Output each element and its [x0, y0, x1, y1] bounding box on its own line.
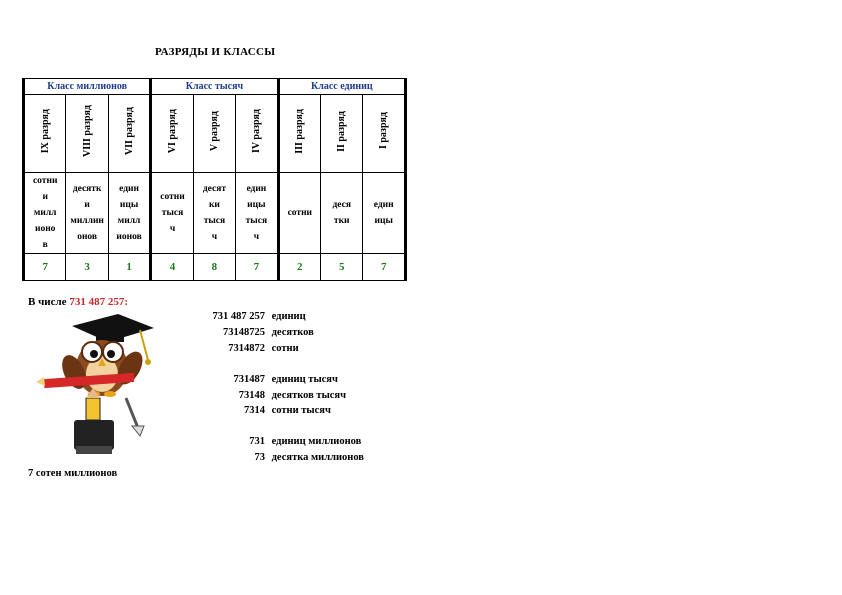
decomposition-row	[140, 327, 314, 338]
rank-name-line: ч	[169, 224, 176, 234]
digit-cell: 4	[151, 254, 193, 281]
digit-cell: 7	[24, 254, 66, 281]
rank-name-4	[236, 173, 278, 254]
rank-name-line: ч	[253, 232, 260, 242]
rank-1-label: I разряд	[378, 112, 390, 150]
rank-name-line: и	[42, 192, 48, 202]
rank-name-line: един	[119, 184, 139, 194]
rank-9-cell	[24, 95, 66, 173]
rank-name-7	[108, 173, 150, 254]
decomposition-unit: десятков тысяч	[269, 390, 347, 401]
decomposition-unit: сотни тысяч	[269, 405, 331, 416]
decomposition-row	[140, 343, 299, 354]
rank-name-line: ч	[211, 232, 218, 242]
rank-name-line: и	[84, 200, 90, 210]
rank-4-label: IV разряд	[250, 108, 262, 154]
rank-name-line: тыся	[161, 208, 184, 218]
rank-name-line: милл	[117, 216, 141, 226]
ranks-table	[22, 78, 407, 281]
rank-name-line: миллин	[70, 216, 104, 226]
decomposition-number: 731487	[233, 374, 265, 385]
rank-5-cell	[193, 95, 235, 173]
rank-name-line: тки	[333, 216, 350, 226]
decomposition-row	[140, 311, 306, 322]
class-units-header: Класс единиц	[278, 79, 405, 95]
rank-6-label: VI разряд	[167, 108, 178, 154]
bottom-note: 7 сотен миллионов	[28, 468, 118, 479]
decomposition-row	[140, 390, 346, 401]
decomposition-row	[140, 374, 338, 385]
digit-cell: 7	[236, 254, 278, 281]
rank-name-line: един	[373, 200, 394, 210]
rank-name-9	[24, 173, 66, 254]
digit-cell: 2	[278, 254, 320, 281]
decomposition-row	[140, 405, 331, 416]
decomposition-unit: единиц	[269, 311, 306, 322]
rank-name-6	[151, 173, 193, 254]
decomposition-unit: единиц миллионов	[269, 436, 362, 447]
rank-name-line: ионов	[116, 232, 142, 242]
class-thousands-header: Класс тысяч	[151, 79, 278, 95]
page-title: РАЗРЯДЫ И КЛАССЫ	[155, 46, 276, 58]
rank-8-label: VIII разряд	[81, 104, 93, 157]
decomposition-number: 7314872	[228, 343, 265, 354]
rank-3-label: III разряд	[294, 108, 306, 154]
rank-name-line: ицы	[374, 216, 393, 226]
rank-5-label: V разряд	[208, 110, 220, 152]
rank-7-label: VII разряд	[123, 106, 135, 156]
number-prefix: В числе	[28, 296, 67, 308]
rank-name-line: ицы	[247, 200, 266, 210]
rank-name-line: ки	[208, 200, 220, 210]
rank-name-line: онов	[77, 232, 98, 242]
rank-7-cell	[108, 95, 150, 173]
rank-2-cell	[321, 95, 363, 173]
rank-name-3	[278, 173, 320, 254]
rank-name-line: милл	[33, 208, 57, 218]
digit-cell: 1	[108, 254, 150, 281]
rank-9-label: IX разряд	[39, 108, 51, 154]
decomposition-number: 731	[249, 436, 265, 447]
rank-name-line: десят	[202, 184, 227, 194]
rank-name-line: един	[246, 184, 267, 194]
rank-8-cell	[66, 95, 108, 173]
rank-2-label: II разряд	[336, 110, 348, 152]
decomposition-number: 73	[254, 452, 265, 463]
decomposition-number: 7314	[244, 405, 265, 416]
rank-name-line: ионо	[34, 224, 56, 234]
rank-1-cell	[363, 95, 406, 173]
rank-name-line: тыся	[203, 216, 226, 226]
decomposition-row	[140, 452, 364, 463]
rank-name-1	[363, 173, 406, 254]
rank-name-line: ицы	[119, 200, 139, 210]
decomposition-number: 73148	[238, 390, 265, 401]
digit-cell: 7	[363, 254, 406, 281]
rank-name-line: тыся	[245, 216, 268, 226]
class-millions-header: Класс миллионов	[24, 79, 151, 95]
rank-name-line: в	[42, 240, 48, 250]
rank-name-2	[321, 173, 363, 254]
rank-name-8	[66, 173, 108, 254]
decomposition-unit: десятка миллионов	[269, 452, 364, 463]
decomposition-number: 731 487 257	[212, 311, 265, 322]
digit-cell: 3	[66, 254, 108, 281]
digit-cell: 5	[321, 254, 363, 281]
rank-name-line: деся	[332, 200, 351, 210]
decomposition-unit: десятков	[269, 327, 314, 338]
rank-6-cell	[151, 95, 193, 173]
decomposition-number: 73148725	[223, 327, 265, 338]
rank-name-line: сотни	[32, 176, 58, 186]
rank-name-line: сотни	[287, 208, 313, 218]
rank-3-cell	[278, 95, 320, 173]
rank-name-line: сотни	[160, 192, 185, 202]
rank-name-line: десятк	[72, 184, 102, 194]
digit-cell: 8	[193, 254, 235, 281]
decomposition-row	[140, 436, 361, 447]
decomposition-unit: единиц тысяч	[269, 374, 338, 385]
rank-4-cell	[236, 95, 278, 173]
decomposition-unit: сотни	[269, 343, 299, 354]
number-value: 731 487 257:	[69, 296, 128, 308]
rank-name-5	[193, 173, 235, 254]
